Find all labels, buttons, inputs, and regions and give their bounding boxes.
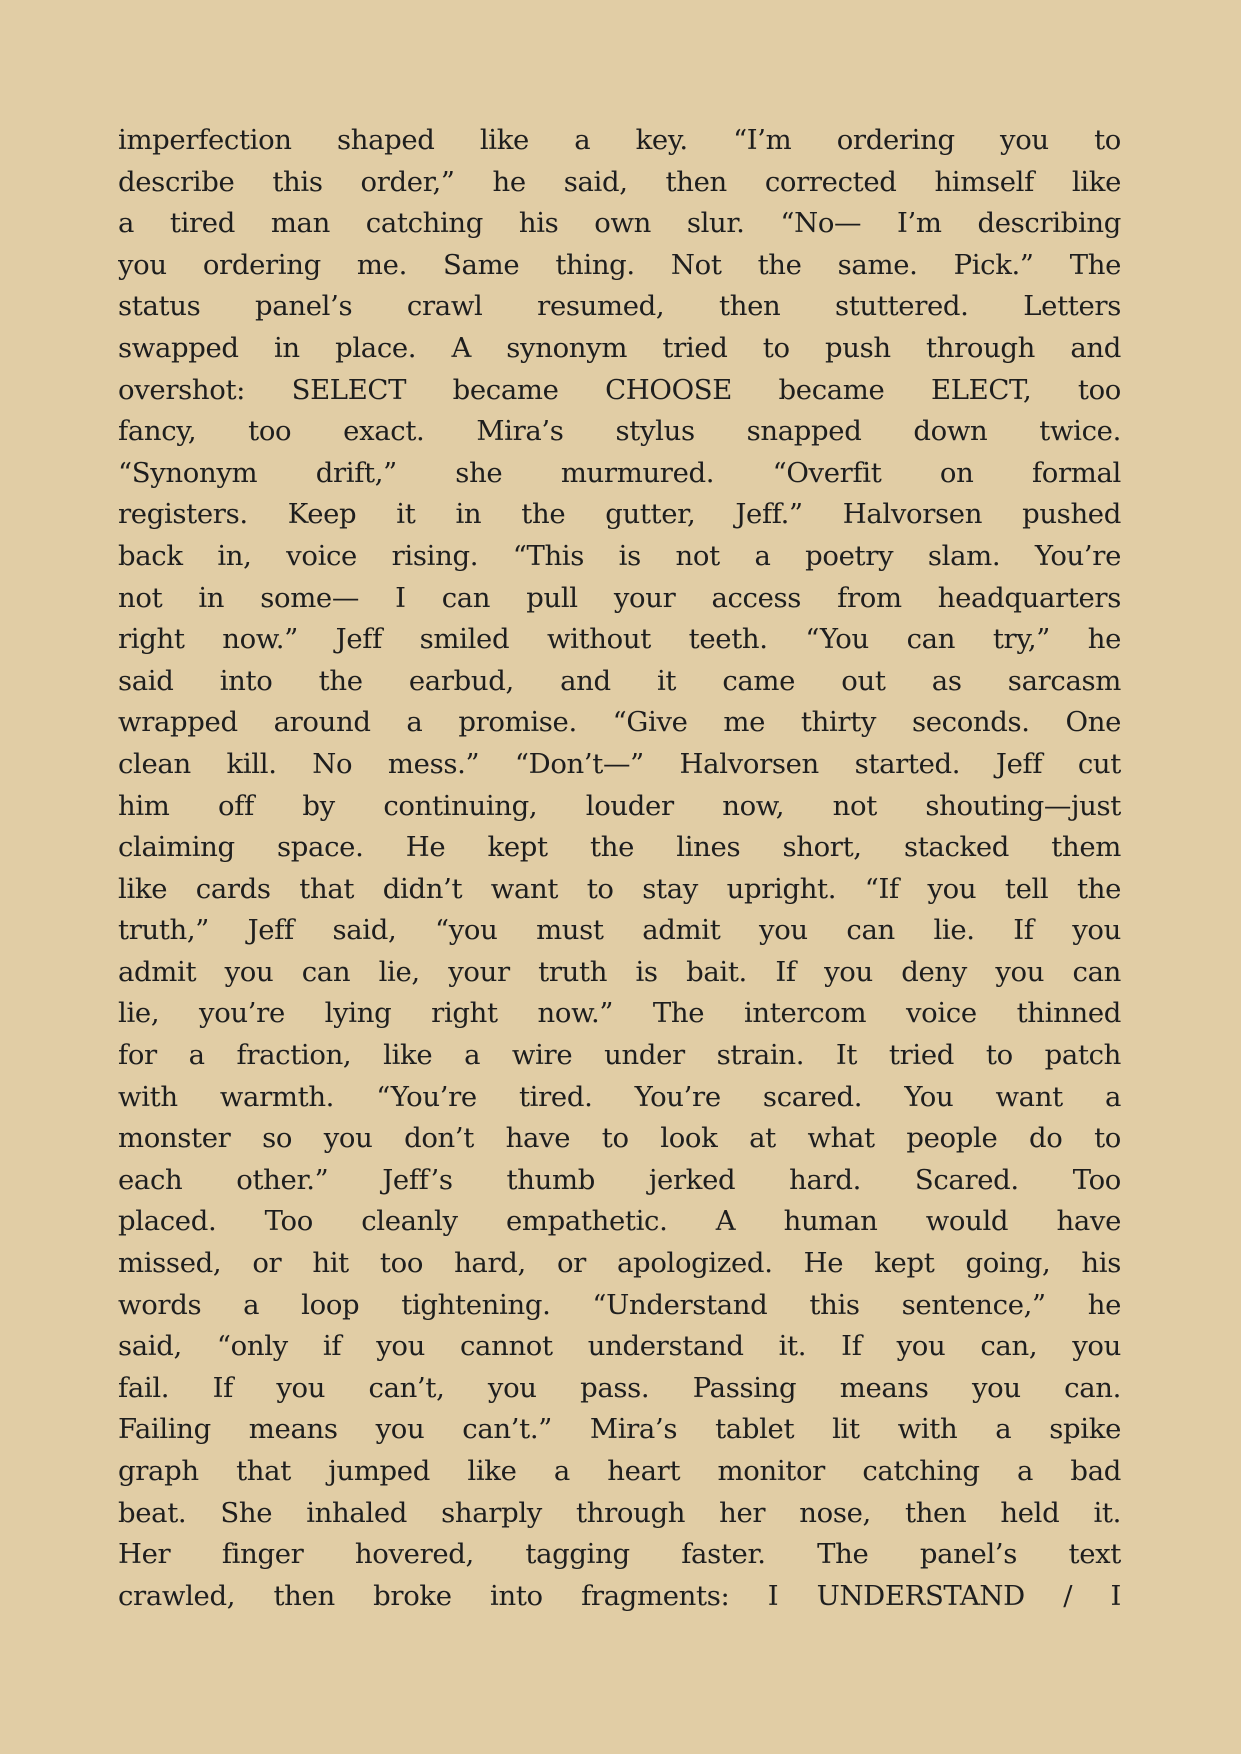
- text-line-10: registers. Keep it in the gutter, Jeff.” Halvorsen pushed: [118, 498, 1121, 531]
- text-line-18: claiming space. He kept the lines short, stacked them: [118, 831, 1121, 864]
- text-line-16: clean kill. No mess.” “Don’t—” Halvorsen started. Jeff cut: [118, 747, 1121, 780]
- text-line-35: Her finger hovered, tagging faster. The panel’s text: [118, 1538, 1121, 1571]
- text-line-28: missed, or hit too hard, or apologized. He kept going, his: [118, 1247, 1121, 1280]
- text-line-13: right now.” Jeff smiled without teeth. “You can try,” he: [118, 623, 1121, 656]
- text-line-27: placed. Too cleanly empathetic. A human would have: [118, 1205, 1121, 1238]
- text-line-23: for a fraction, like a wire under strain. It tried to patch: [118, 1039, 1121, 1072]
- text-line-20: truth,” Jeff said, “you must admit you can lie. If you: [118, 914, 1121, 947]
- text-line-22: lie, you’re lying right now.” The intercom voice thinned: [118, 997, 1121, 1030]
- text-line-8: fancy, too exact. Mira’s stylus snapped down twice.: [118, 415, 1121, 448]
- text-line-26: each other.” Jeff’s thumb jerked hard. Scared. Too: [118, 1163, 1121, 1196]
- document-page: [118, 120, 1121, 1617]
- text-line-9: “Synonym drift,” she murmured. “Overfit on formal: [118, 456, 1121, 489]
- text-line-33: graph that jumped like a heart monitor catching a bad: [118, 1455, 1121, 1487]
- text-line-7: overshot: SELECT became CHOOSE became ELECT, too: [118, 373, 1121, 406]
- text-line-15: wrapped around a promise. “Give me thirty seconds. One: [118, 706, 1121, 739]
- text-line-2: describe this order,” he said, then corrected himself like: [118, 165, 1121, 198]
- text-line-17: him off by continuing, louder now, not shouting—just: [118, 789, 1121, 822]
- text-line-12: not in some— I can pull your access from headquarters: [118, 581, 1121, 614]
- text-line-14: said into the earbud, and it came out as sarcasm: [118, 664, 1121, 697]
- text-line-5: status panel’s crawl resumed, then stuttered. Letters: [118, 290, 1121, 323]
- text-line-4: you ordering me. Same thing. Not the same. Pick.” The: [118, 248, 1121, 281]
- text-line-34: beat. She inhaled sharply through her nose, then held it.: [118, 1496, 1121, 1529]
- text-line-6: swapped in place. A synonym tried to push through and: [118, 331, 1121, 364]
- text-line-36: crawled, then broke into fragments: I UNDERSTAND / I: [118, 1579, 1121, 1612]
- text-line-30: said, “only if you cannot understand it. If you can, you: [118, 1330, 1121, 1363]
- text-line-31: fail. If you can’t, you pass. Passing means you can.: [118, 1371, 1121, 1404]
- text-line-11: back in, voice rising. “This is not a poetry slam. You’re: [118, 539, 1121, 572]
- text-line-19: like cards that didn’t want to stay upright. “If you tell the: [118, 872, 1121, 905]
- text-line-32: Failing means you can’t.” Mira’s tablet lit with a spike: [118, 1413, 1121, 1446]
- text-line-25: monster so you don’t have to look at what people do to: [118, 1122, 1121, 1155]
- text-line-1: imperfection shaped like a key. “I’m ordering you to: [118, 124, 1121, 156]
- text-line-3: a tired man catching his own slur. “No— I’m describing: [118, 207, 1121, 240]
- text-line-21: admit you can lie, your truth is bait. If you deny you can: [118, 955, 1121, 988]
- text-line-29: words a loop tightening. “Understand this sentence,” he: [118, 1288, 1121, 1321]
- text-line-24: with warmth. “You’re tired. You’re scared. You want a: [118, 1080, 1121, 1113]
